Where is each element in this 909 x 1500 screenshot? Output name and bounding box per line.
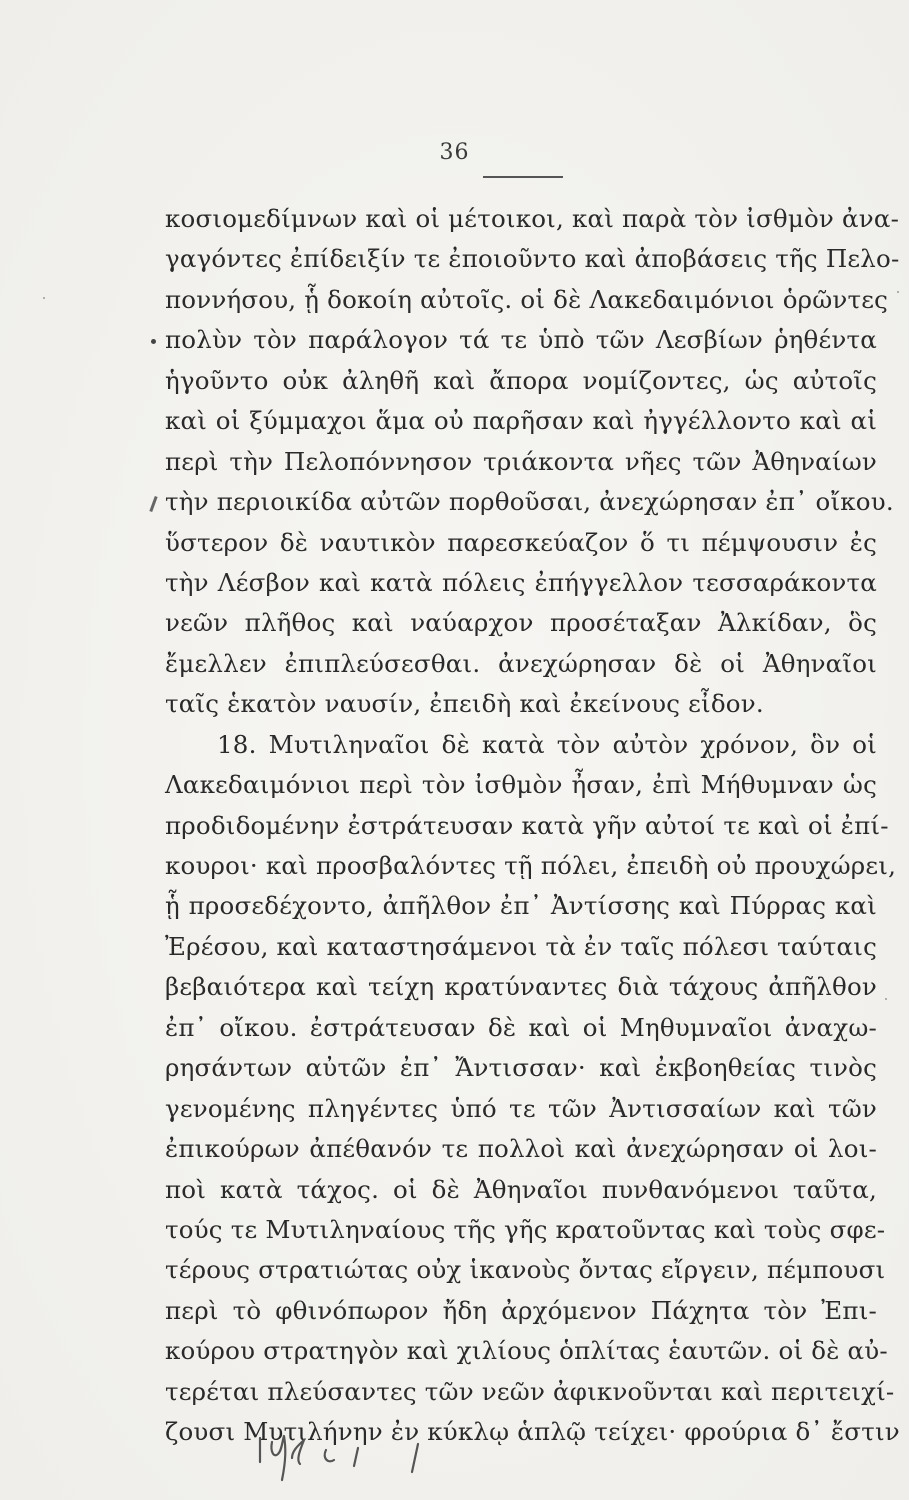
text-line: Λακεδαιμόνιοι περὶ τὸν ἰσθμὸν ἦσαν, ἐπὶ Μήθυμναν ὡς — [165, 770, 877, 800]
text-line: κούρου στρατηγὸν καὶ χιλίους ὁπλίτας ἑαυτῶν. οἱ δὲ αὐ- — [165, 1336, 888, 1366]
text-line: ἡγοῦντο οὐκ ἀληθῆ καὶ ἄπορα νομίζοντες, ὡς αὐτοῖς — [165, 365, 877, 395]
section-start-line: 18. Μυτιληναῖοι δὲ κατὰ τὸν αὐτὸν χρόνον, ὃν οἱ — [217, 729, 877, 759]
paper-speck — [897, 291, 899, 293]
text-line: κοσιομεδίμνων καὶ οἱ μέτοικοι, καὶ παρὰ τὸν ἰσθμὸν ἀνα- — [165, 204, 900, 233]
text-line: τούς τε Μυτιληναίους τῆς γῆς κρατοῦντας καὶ τοὺς σφε- — [165, 1214, 886, 1244]
margin-dot — [151, 339, 156, 344]
text-line: περὶ τὴν Πελοπόννησον τριάκοντα νῆες τῶν Ἀθηναίων — [165, 446, 877, 476]
text-line: ζουσι Μυτιλήνην ἐν κύκλῳ ἁπλῷ τείχει· φρούρια δ᾽ ἔστιν — [165, 1417, 900, 1447]
text-line: ποὶ κατὰ τάχος. οἱ δὲ Ἀθηναῖοι πυνθανόμενοι ταῦτα, — [165, 1174, 877, 1204]
text-line: ἐπικούρων ἀπέθανόν τε πολλοὶ καὶ ἀνεχώρησαν οἱ λοι- — [165, 1134, 877, 1164]
page-number: 36 — [439, 140, 470, 165]
text-line: γαγόντες ἐπίδειξίν τε ἐποιοῦντο καὶ ἀποβάσεις τῆς Πελο- — [165, 244, 900, 274]
text-line: ᾗ προσεδέχοντο, ἀπῆλθον ἐπ᾽ Ἀντίσσης καὶ Πύρρας καὶ — [165, 891, 877, 921]
text-line: γενομένης πληγέντες ὑπό τε τῶν Ἀντισσαίων καὶ τῶν — [165, 1093, 877, 1123]
text-line: περὶ τὸ φθινόπωρον ἤδη ἀρχόμενον Πάχητα τὸν Ἐπι- — [165, 1295, 877, 1325]
text-line: τερέται πλεύσαντες τῶν νεῶν ἀφικνοῦνται καὶ περιτειχί- — [165, 1376, 895, 1406]
handwritten-note — [230, 1430, 530, 1500]
text-line: ὕστερον δὲ ναυτικὸν παρεσκεύαζον ὅ τι πέμψουσιν ἐς — [165, 527, 877, 557]
text-line: προδιδομένην ἐστράτευσαν κατὰ γῆν αὐτοί τε καὶ οἱ ἐπί- — [165, 810, 889, 840]
text-line: τέρους στρατιώτας οὐχ ἱκανοὺς ὄντας εἴργειν, πέμπουσι — [165, 1255, 886, 1285]
text-line: νεῶν πλῆθος καὶ ναύαρχον προσέταξαν Ἀλκίδαν, ὃς — [165, 608, 877, 638]
text-line: κουροι· καὶ προσβαλόντες τῇ πόλει, ἐπειδὴ οὐ προυχώρει, — [165, 851, 897, 880]
text-line: ἔμελλεν ἐπιπλεύσεσθαι. ἀνεχώρησαν δὲ οἱ Ἀθηναῖοι — [165, 648, 877, 678]
text-line: ποννήσου, ᾗ δοκοίη αὐτοῖς. οἱ δὲ Λακεδαιμόνιοι ὁρῶντες — [165, 284, 889, 314]
text-line: Ἐρέσου, καὶ καταστησάμενοι τὰ ἐν ταῖς πόλεσι ταύταις — [165, 931, 877, 961]
text-line: καὶ οἱ ξύμμαχοι ἅμα οὐ παρῆσαν καὶ ἠγγέλλοντο καὶ αἱ — [165, 406, 877, 436]
text-line: ταῖς ἑκατὸν ναυσίν, ἐπειδὴ καὶ ἐκείνους εἶδον. — [165, 689, 764, 719]
text-line: τὴν Λέσβον καὶ κατὰ πόλεις ἐπήγγελλον τεσσαράκοντα — [165, 567, 877, 597]
paper-speck — [43, 297, 45, 299]
text-line: βεβαιότερα καὶ τείχη κρατύναντες διὰ τάχους ἀπῆλθον — [165, 972, 877, 1002]
text-line: ἐπ᾽ οἴκου. ἐστράτευσαν δὲ καὶ οἱ Μηθυμναῖοι ἀναχω- — [165, 1012, 877, 1042]
text-line: τὴν περιοικίδα αὐτῶν πορθοῦσαι, ἀνεχώρησαν ἐπ᾽ οἴκου. — [165, 487, 894, 517]
margin-mark — [149, 496, 157, 512]
body-text — [165, 199, 900, 1453]
page-number-rule — [483, 176, 563, 178]
paper-speck — [885, 998, 887, 1000]
text-line: πολὺν τὸν παράλογον τά τε ὑπὸ τῶν Λεσβίων ῥηθέντα — [165, 325, 877, 355]
text-line: ρησάντων αὐτῶν ἐπ᾽ Ἄντισσαν· καὶ ἐκβοηθείας τινὸς — [165, 1053, 877, 1083]
